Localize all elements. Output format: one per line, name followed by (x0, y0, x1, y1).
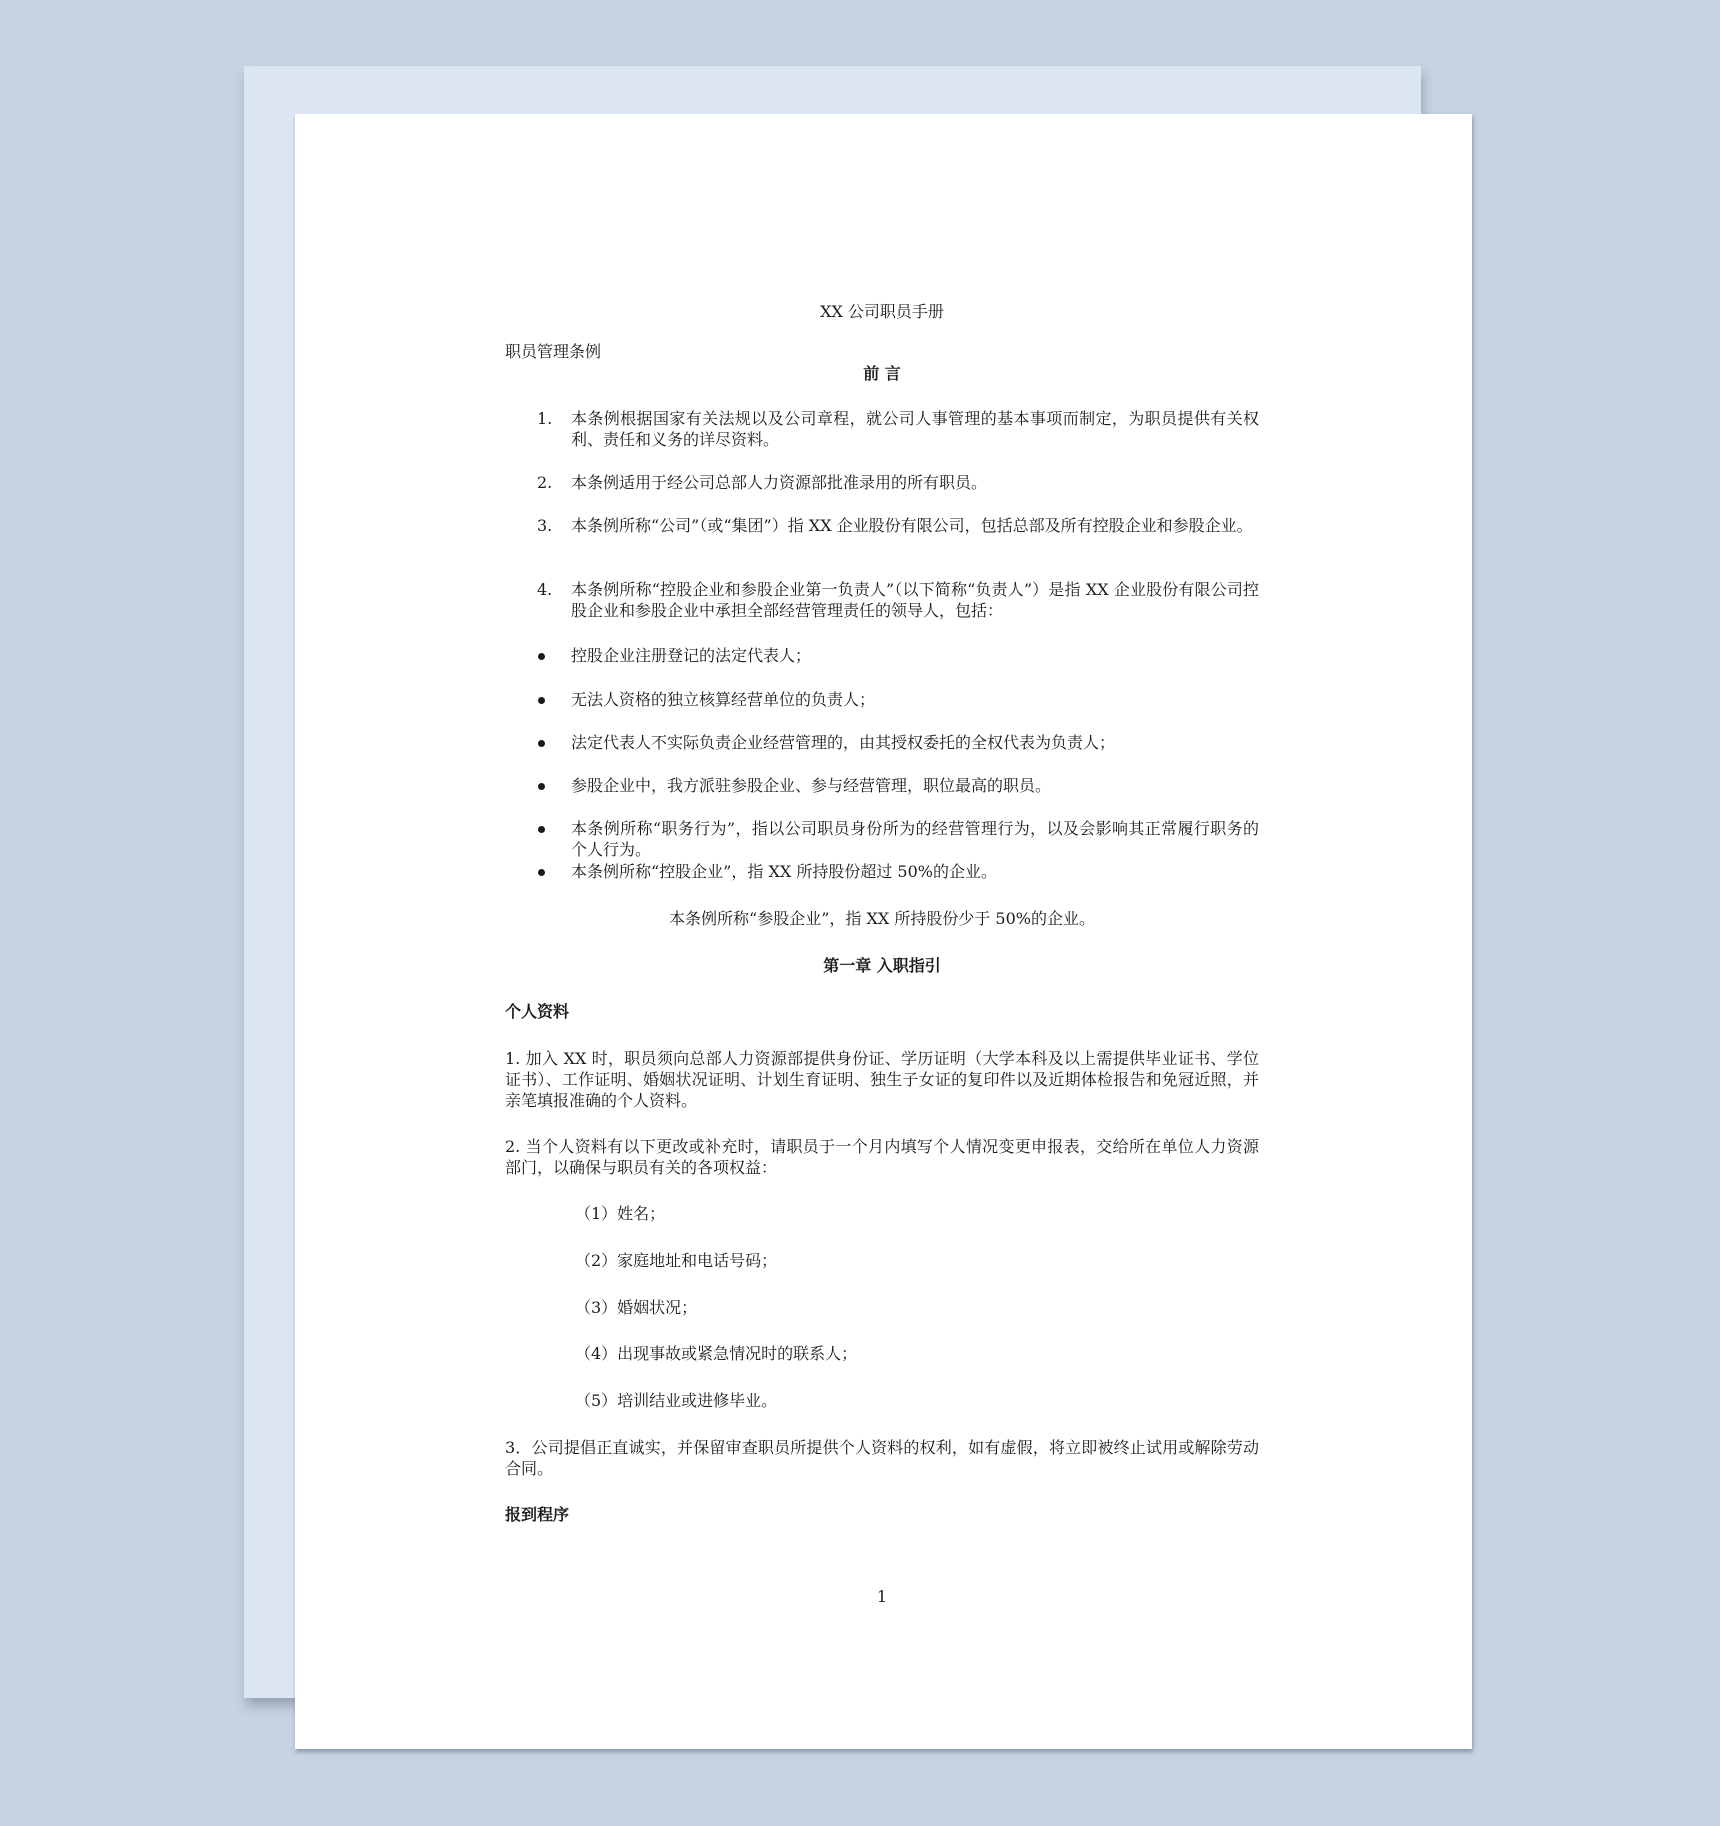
bullet-dot (538, 653, 545, 660)
item-text: 本条例所称“控股企业和参股企业第一负责人”（以下简称“负责人”）是指 XX 企业股份有限公司控股企业和参股企业中承担全部经营管理责任的领导人，包括： (571, 580, 1259, 620)
chapter-heading: 第一章 入职指引 (823, 956, 941, 975)
item-number: 1. (537, 409, 553, 428)
item-number: 4. (537, 580, 553, 599)
document-subtitle: 职员管理条例 (505, 342, 602, 361)
item-number: 2. (537, 473, 553, 492)
bullet-text: 控股企业注册登记的法定代表人； (571, 646, 812, 665)
paragraph-1: 1. 加入 XX 时，职员须向总部人力资源部提供身份证、学历证明（大学本科及以上需提供毕业证书、学位证书）、工作证明、婚姻状况证明、计划生育证明、独生子女证的复印件以及近期体检报告和免冠近照，并亲笔填报准确的个人资料。 (505, 1049, 1259, 1110)
item-number: 3. (537, 516, 553, 535)
bullet-dot (538, 697, 545, 704)
sub-item: （3）婚姻状况； (575, 1298, 698, 1317)
bullet-text: 本条例所称“控股企业”，指 XX 所持股份超过 50%的企业。 (571, 862, 997, 881)
document-page (295, 114, 1472, 1749)
sub-item: （2）家庭地址和电话号码； (575, 1251, 778, 1270)
sub-item: （4）出现事故或紧急情况时的联系人； (575, 1344, 858, 1363)
centered-note: 本条例所称“参股企业”，指 XX 所持股份少于 50%的企业。 (669, 909, 1095, 928)
sub-item: （5）培训结业或进修毕业。 (575, 1391, 778, 1410)
preface-heading: 前 言 (863, 364, 901, 383)
section-heading-report: 报到程序 (505, 1505, 570, 1524)
sub-item: （1）姓名； (575, 1204, 666, 1223)
paragraph-3: 3．公司提倡正直诚实，并保留审查职员所提供个人资料的权利，如有虚假，将立即被终止试用或解除劳动合同。 (505, 1438, 1259, 1478)
bullet-dot (538, 740, 545, 747)
page-number: 1 (876, 1587, 888, 1606)
item-text: 本条例根据国家有关法规以及公司章程，就公司人事管理的基本事项而制定，为职员提供有关权利、责任和义务的详尽资料。 (571, 409, 1259, 449)
item-text: 本条例适用于经公司总部人力资源部批准录用的所有职员。 (571, 473, 988, 492)
item-text: 本条例所称“公司”（或“集团”）指 XX 企业股份有限公司，包括总部及所有控股企业和参股企业。 (571, 516, 1253, 535)
bullet-text: 无法人资格的独立核算经营单位的负责人； (571, 690, 876, 709)
section-heading-personal: 个人资料 (505, 1002, 570, 1021)
document-title: XX 公司职员手册 (820, 302, 944, 321)
bullet-dot (538, 869, 545, 876)
bullet-text: 法定代表人不实际负责企业经营管理的，由其授权委托的全权代表为负责人； (571, 733, 1116, 752)
paragraph-2: 2. 当个人资料有以下更改或补充时，请职员于一个月内填写个人情况变更申报表，交给所在单位人力资源部门，以确保与职员有关的各项权益： (505, 1137, 1259, 1177)
bullet-text: 参股企业中，我方派驻参股企业、参与经营管理，职位最高的职员。 (571, 776, 1052, 795)
bullet-dot (538, 783, 545, 790)
bullet-text: 本条例所称“职务行为”，指以公司职员身份所为的经营管理行为，以及会影响其正常履行职务的个人行为。 (571, 819, 1259, 859)
bullet-dot (538, 826, 545, 833)
